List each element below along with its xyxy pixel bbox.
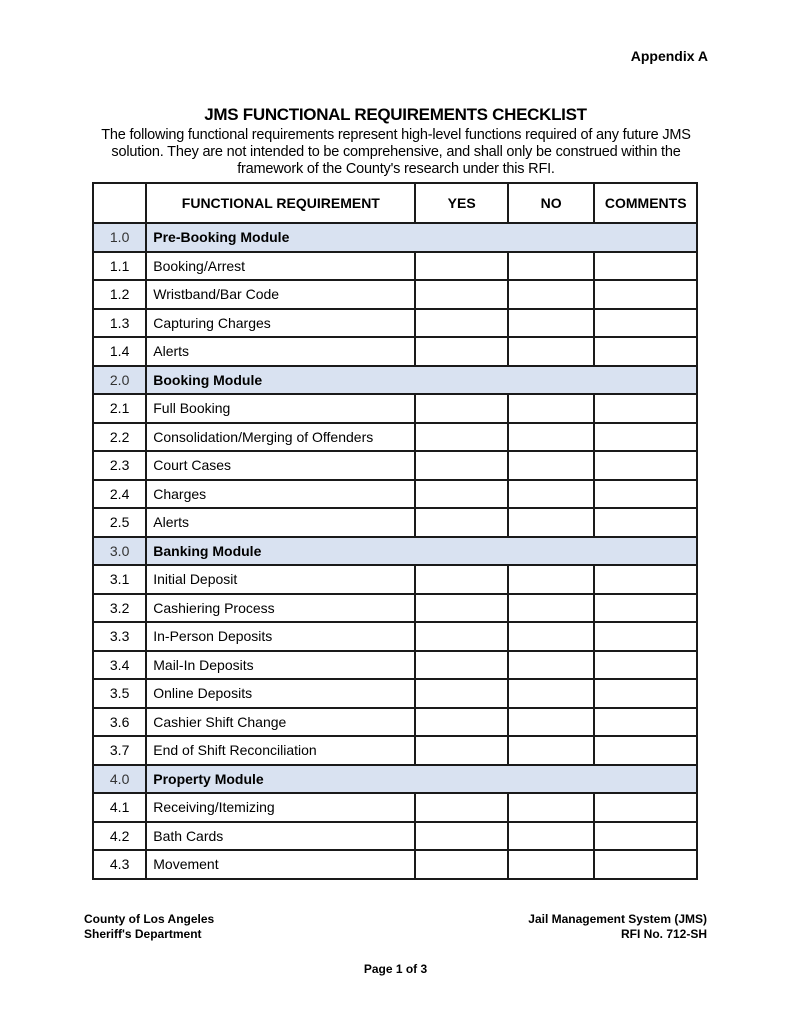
- comments-cell[interactable]: [594, 708, 697, 737]
- requirement-label: Initial Deposit: [146, 565, 415, 594]
- requirement-label: In-Person Deposits: [146, 622, 415, 651]
- requirements-body: [93, 223, 697, 879]
- comments-cell[interactable]: [594, 651, 697, 680]
- yes-cell[interactable]: [415, 822, 508, 851]
- yes-cell[interactable]: [415, 793, 508, 822]
- no-cell[interactable]: [508, 793, 595, 822]
- comments-cell[interactable]: [594, 423, 697, 452]
- yes-cell[interactable]: [415, 708, 508, 737]
- footer-department: Sheriff's Department: [84, 927, 202, 941]
- requirement-row: [93, 451, 697, 480]
- comments-cell[interactable]: [594, 793, 697, 822]
- module-row: [93, 223, 697, 252]
- column-header-number: [93, 183, 146, 223]
- requirement-number: 3.7: [93, 736, 146, 765]
- comments-cell[interactable]: [594, 850, 697, 879]
- no-cell[interactable]: [508, 736, 595, 765]
- requirement-number: 1.1: [93, 252, 146, 281]
- page-number: Page 1 of 3: [363, 962, 428, 976]
- footer-rfi-number: RFI No. 712-SH: [620, 927, 707, 941]
- requirement-row: [93, 480, 697, 509]
- requirement-row: [93, 651, 697, 680]
- requirement-label: Alerts: [146, 508, 415, 537]
- requirement-row: [93, 423, 697, 452]
- requirement-label: Online Deposits: [146, 679, 415, 708]
- footer-county: County of Los Angeles: [84, 912, 215, 926]
- yes-cell[interactable]: [415, 508, 508, 537]
- comments-cell[interactable]: [594, 565, 697, 594]
- module-row: [93, 366, 697, 395]
- requirement-row: [93, 309, 697, 338]
- comments-cell[interactable]: [594, 394, 697, 423]
- requirement-label: End of Shift Reconciliation: [146, 736, 415, 765]
- yes-cell[interactable]: [415, 736, 508, 765]
- yes-cell[interactable]: [415, 252, 508, 281]
- requirement-row: [93, 793, 697, 822]
- requirement-number: 3.1: [93, 565, 146, 594]
- comments-cell[interactable]: [594, 622, 697, 651]
- comments-cell[interactable]: [594, 736, 697, 765]
- requirement-label: Receiving/Itemizing: [146, 793, 415, 822]
- requirement-row: [93, 508, 697, 537]
- module-name: Banking Module: [146, 537, 697, 566]
- comments-cell[interactable]: [594, 594, 697, 623]
- comments-cell[interactable]: [594, 480, 697, 509]
- footer-left: [84, 912, 214, 942]
- no-cell[interactable]: [508, 451, 595, 480]
- module-number: 2.0: [93, 366, 146, 395]
- requirement-number: 4.1: [93, 793, 146, 822]
- no-cell[interactable]: [508, 337, 595, 366]
- no-cell[interactable]: [508, 850, 595, 879]
- requirement-row: [93, 337, 697, 366]
- requirement-number: 2.3: [93, 451, 146, 480]
- requirement-row: [93, 679, 697, 708]
- column-header-no: NO: [508, 183, 595, 223]
- yes-cell[interactable]: [415, 480, 508, 509]
- requirement-number: 3.4: [93, 651, 146, 680]
- requirement-number: 3.2: [93, 594, 146, 623]
- requirement-label: Cashier Shift Change: [146, 708, 415, 737]
- comments-cell[interactable]: [594, 451, 697, 480]
- comments-cell[interactable]: [594, 280, 697, 309]
- requirement-number: 2.2: [93, 423, 146, 452]
- requirement-row: [93, 565, 697, 594]
- module-name: Property Module: [146, 765, 697, 794]
- requirement-label: Movement: [146, 850, 415, 879]
- requirement-number: 4.2: [93, 822, 146, 851]
- module-number: 4.0: [93, 765, 146, 794]
- yes-cell[interactable]: [415, 565, 508, 594]
- requirement-row: [93, 708, 697, 737]
- module-row: [93, 765, 697, 794]
- intro-paragraph: The following functional requirements represent high-level functions required of any future JMS solution. They are not intended to be comprehensive, and shall only be construed within the framework of the County's research under this RFI.: [101, 127, 691, 177]
- requirement-row: [93, 594, 697, 623]
- module-name: Pre-Booking Module: [146, 223, 697, 252]
- yes-cell[interactable]: [415, 394, 508, 423]
- module-row: [93, 537, 697, 566]
- footer-right: [528, 912, 707, 942]
- no-cell[interactable]: [508, 280, 595, 309]
- requirement-number: 2.1: [93, 394, 146, 423]
- yes-cell[interactable]: [415, 451, 508, 480]
- requirement-number: 3.6: [93, 708, 146, 737]
- no-cell[interactable]: [508, 679, 595, 708]
- requirement-number: 2.5: [93, 508, 146, 537]
- no-cell[interactable]: [508, 252, 595, 281]
- no-cell[interactable]: [508, 480, 595, 509]
- requirement-row: [93, 622, 697, 651]
- requirement-label: Mail-In Deposits: [146, 651, 415, 680]
- requirement-row: [93, 394, 697, 423]
- yes-cell[interactable]: [415, 280, 508, 309]
- requirement-number: 1.3: [93, 309, 146, 338]
- table-header-row: [93, 183, 697, 223]
- yes-cell[interactable]: [415, 679, 508, 708]
- requirement-label: Capturing Charges: [146, 309, 415, 338]
- no-cell[interactable]: [508, 622, 595, 651]
- column-header-requirement: FUNCTIONAL REQUIREMENT: [146, 183, 415, 223]
- no-cell[interactable]: [508, 309, 595, 338]
- no-cell[interactable]: [508, 708, 595, 737]
- no-cell[interactable]: [508, 594, 595, 623]
- module-number: 3.0: [93, 537, 146, 566]
- requirement-number: 3.3: [93, 622, 146, 651]
- requirement-label: Booking/Arrest: [146, 252, 415, 281]
- yes-cell[interactable]: [415, 594, 508, 623]
- yes-cell[interactable]: [415, 423, 508, 452]
- yes-cell[interactable]: [415, 309, 508, 338]
- comments-cell[interactable]: [594, 309, 697, 338]
- yes-cell[interactable]: [415, 850, 508, 879]
- requirements-table: [92, 182, 698, 880]
- requirement-row: [93, 850, 697, 879]
- yes-cell[interactable]: [415, 337, 508, 366]
- requirement-label: Full Booking: [146, 394, 415, 423]
- requirement-number: 3.5: [93, 679, 146, 708]
- comments-cell[interactable]: [594, 822, 697, 851]
- requirement-label: Court Cases: [146, 451, 415, 480]
- appendix-label: Appendix A: [630, 48, 708, 64]
- requirement-number: 1.4: [93, 337, 146, 366]
- requirement-label: Bath Cards: [146, 822, 415, 851]
- no-cell[interactable]: [508, 565, 595, 594]
- column-header-yes: YES: [415, 183, 508, 223]
- requirement-label: Consolidation/Merging of Offenders: [146, 423, 415, 452]
- yes-cell[interactable]: [415, 622, 508, 651]
- requirement-number: 1.2: [93, 280, 146, 309]
- comments-cell[interactable]: [594, 252, 697, 281]
- module-name: Booking Module: [146, 366, 697, 395]
- requirement-number: 2.4: [93, 480, 146, 509]
- document-title: JMS FUNCTIONAL REQUIREMENTS CHECKLIST: [204, 105, 587, 124]
- comments-cell[interactable]: [594, 337, 697, 366]
- requirement-row: [93, 736, 697, 765]
- comments-cell[interactable]: [594, 679, 697, 708]
- yes-cell[interactable]: [415, 651, 508, 680]
- no-cell[interactable]: [508, 394, 595, 423]
- requirement-row: [93, 252, 697, 281]
- requirement-label: Alerts: [146, 337, 415, 366]
- footer-system: Jail Management System (JMS): [528, 912, 707, 926]
- no-cell[interactable]: [508, 423, 595, 452]
- no-cell[interactable]: [508, 508, 595, 537]
- column-header-comments: COMMENTS: [594, 183, 697, 223]
- requirement-number: 4.3: [93, 850, 146, 879]
- requirement-row: [93, 822, 697, 851]
- no-cell[interactable]: [508, 651, 595, 680]
- comments-cell[interactable]: [594, 508, 697, 537]
- no-cell[interactable]: [508, 822, 595, 851]
- requirement-label: Wristband/Bar Code: [146, 280, 415, 309]
- requirement-label: Charges: [146, 480, 415, 509]
- requirement-label: Cashiering Process: [146, 594, 415, 623]
- requirement-row: [93, 280, 697, 309]
- module-number: 1.0: [93, 223, 146, 252]
